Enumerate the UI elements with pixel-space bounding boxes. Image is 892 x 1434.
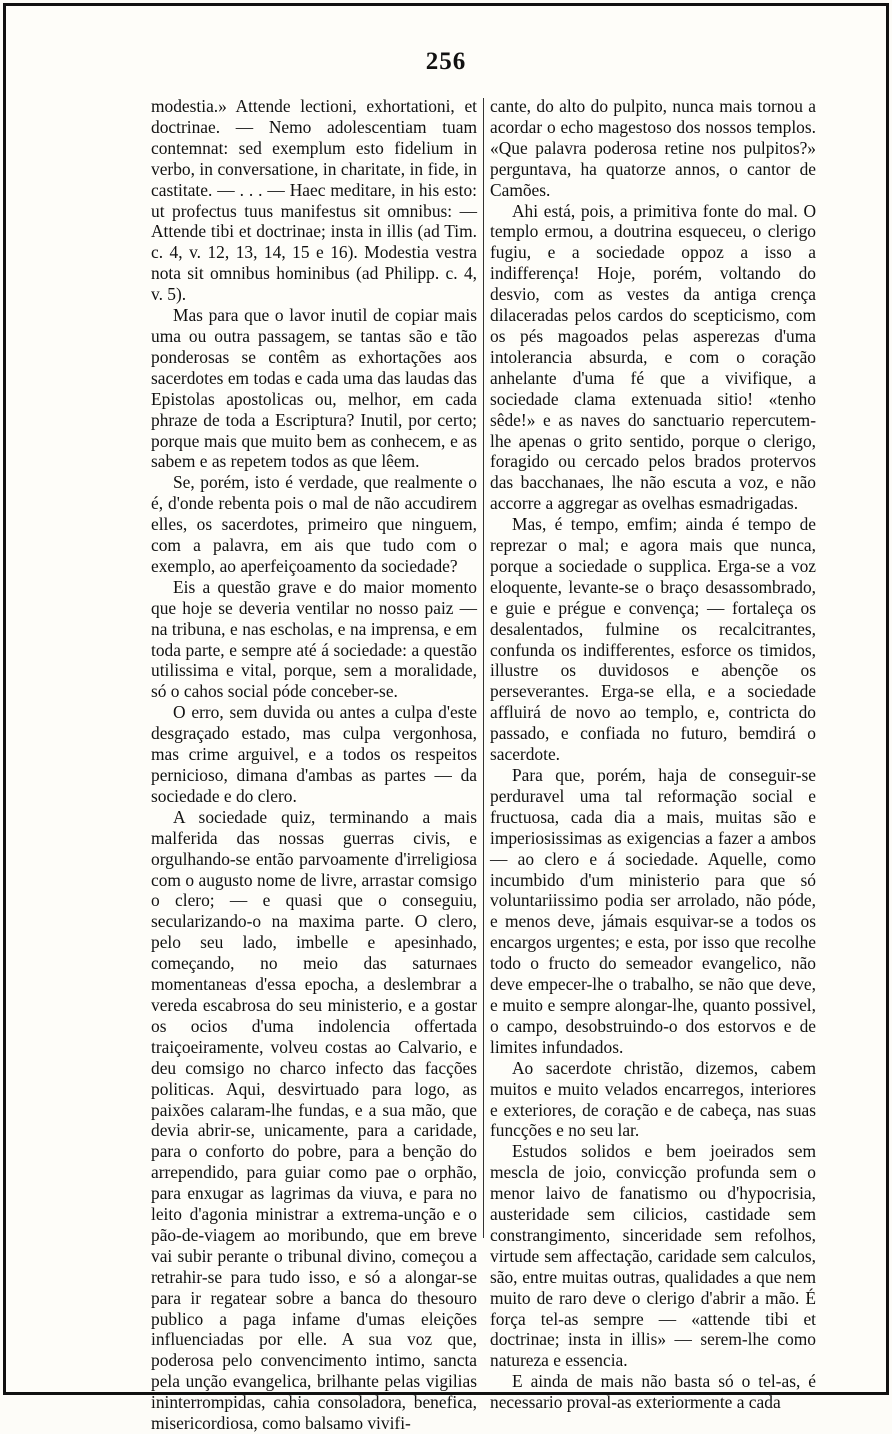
column-divider xyxy=(483,98,484,1238)
page-number: 256 xyxy=(425,48,467,75)
paragraph: Ao sacerdote christão, dizemos, cabem muitos e muito velados encarregos, interiores e exteriores, de coração e de cabeça, nas suas funcções e no seu lar. xyxy=(490,1057,816,1141)
right-column xyxy=(490,96,816,1413)
paragraph: A sociedade quiz, terminando a mais malferida das nossas guerras civis, e orgulhando-se então parvoamente d'irreligiosa com o augusto nome de livre, arrastar comsigo o clero; — e quasi que o conseguiu, secularizando-o na maxima parte. O clero, pelo seu lado, imbelle e apesinhado, começando, no meio das saturnaes momentaneas d'essa epocha, a deslembrar a vereda escabrosa do seu ministerio, e a gostar os ocios d'uma indolencia offertada traiçoeiramente, volveu costas ao Calvario, e deu comsigo no charco infecto das facções politicas. Aqui, desvirtuado para logo, as paixões calaram-lhe fundas, e a sua mão, que devia abrir-se, unicamente, para a caridade, para o conforto do pobre, para a benção do arrependido, para guiar como pae o orphão, para enxugar as lagrimas da viuva, e para no leito d'agonia ministrar a extrema-unção e o pão-de-viagem ao moribundo, que em breve vai subir perante o tribunal divino, começou a retrahir-se para tudo isso, e só a alongar-se para ir regatear sobre a banca do thesouro publico a paga infame d'umas eleições influenciadas por elle. A sua voz que, poderosa pelo convencimento intimo, sancta pela unção evangelica, brilhante pelas vigilias ininterrompidas, cahia consoladora, benefica, misericordiosa, como balsamo vivifi- xyxy=(151,806,477,1434)
paragraph: Eis a questão grave e do maior momento que hoje se deveria ventilar no nosso paiz — na tribuna, e nas escholas, e na imprensa, e em toda parte, e sempre até á sociedade: a questão utilissima e vital, porque, sem a moralidade, só o cahos social póde conceber-se. xyxy=(151,576,477,702)
paragraph: Se, porém, isto é verdade, que realmente o é, d'onde rebenta pois o mal de não accudirem elles, os sacerdotes, primeiro que ninguem, com a palavra, em ais que tudo com o exemplo, ao aperfeiçoamento da sociedade? xyxy=(151,472,477,576)
paragraph: Para que, porém, haja de conseguir-se perduravel uma tal reformação social e fructuosa, cada dia a mais, muitas são e imperiosissimas as exigencias a fazer a ambos — ao clero e á sociedade. Aquelle, como incumbido d'um ministerio para que só voluntariissimo podia ser arrolado, não póde, e menos deve, jámais esquivar-se a todos os encargos urgentes; e esta, por isso que recolhe todo o fructo do semeador evangelico, não deve empecer-lhe o trabalho, se não que deve, e muito e sempre alongar-lhe, quanto possivel, o campo, desobstruindo-o dos estorvos e de limites infundados. xyxy=(490,765,816,1057)
paragraph: Mas para que o lavor inutil de copiar mais uma ou outra passagem, se tantas são e tão ponderosas se contêm as exhortações aos sacerdotes em todas e cada uma das laudas das Epistolas apostolicas ou, melhor, em cada phraze de toda a Escriptura? Inutil, por certo; porque mais que muito bem as conhecem, e as sabem e as repetem todos as que lêem. xyxy=(151,305,477,472)
paragraph: Mas, é tempo, emfim; ainda é tempo de reprezar o mal; e agora mais que nunca, porque a sociedade o supplica. Erga-se a voz eloquente, levante-se o braço desassombrado, e guie e prégue e convença; — fortaleça os desalentados, fulmine os recalcitrantes, confunda os indifferentes, esforce os timidos, illustre os duvidosos e abençõe os perseverantes. Erga-se ella, e a sociedade affluirá de novo ao templo, e, contricta do passado, e confiada no futuro, bemdirá o sacerdote. xyxy=(490,514,816,765)
paragraph: Ahi está, pois, a primitiva fonte do mal. O templo ermou, a doutrina esqueceu, o clerigo fugiu, e a sociedade oppoz a isso a indifferença! Hoje, porém, voltando do desvio, com as vestes da antiga crença dilaceradas pelos cardos do scepticismo, com os pés magoados pelas asperezas d'uma intolerancia absurda, e com o coração anhelante d'uma fé que a vivifique, a sociedade clama extenuada sitio! «tenho sêde!» e as naves do sanctuario repercutem-lhe apenas o grito sentido, porque o clerigo, foragido ou cercado pelos brados protervos das bacchanaes, lhe não escuta a voz, e não accorre a aggregar as ovelhas esmadrigadas. xyxy=(490,200,816,514)
paragraph: O erro, sem duvida ou antes a culpa d'este desgraçado estado, mas culpa vergonhosa, mas crime arguivel, e a todos os respeitos pernicioso, dimana d'ambas as partes — da sociedade e do clero. xyxy=(151,702,477,806)
left-column xyxy=(151,96,477,1434)
paragraph: cante, do alto do pulpito, nunca mais tornou a acordar o echo magestoso dos nossos templos. «Que palavra poderosa retine nos pulpitos?» perguntava, ha quatorze annos, o cantor de Camões. xyxy=(490,96,816,200)
paragraph: E ainda de mais não basta só o tel-as, é necessario proval-as exteriormente a cada xyxy=(490,1371,816,1413)
paragraph: modestia.» Attende lectioni, exhortationi, et doctrinae. — Nemo adolescentiam tuam contemnat: sed exemplum esto fidelium in verbo, in conversatione, in charitate, in fide, in castitate. — . . . — Haec meditare, in his esto: ut profectus tuus manifestus sit omnibus: — Attende tibi et doctrinae; insta in illis (ad Tim. c. 4, v. 12, 13, 14, 15 e 16). Modestia vestra nota sit omnibus hominibus (ad Philipp. c. 4, v. 5). xyxy=(151,96,477,305)
book-page xyxy=(3,3,889,1434)
paragraph: Estudos solidos e bem joeirados sem mescla de joio, convicção profunda sem o menor laivo de fanatismo ou d'hypocrisia, austeridade sem cilicios, castidade sem constrangimento, sinceridade sem refolhos, virtude sem affectação, caridade sem calculos, são, entre muitas outras, qualidades a que nem muito de raro deve o clerigo d'abrir a mão. É força tel-as sempre — «attende tibi et doctrinae; insta in illis» — serem-lhe como natureza e essencia. xyxy=(490,1141,816,1371)
